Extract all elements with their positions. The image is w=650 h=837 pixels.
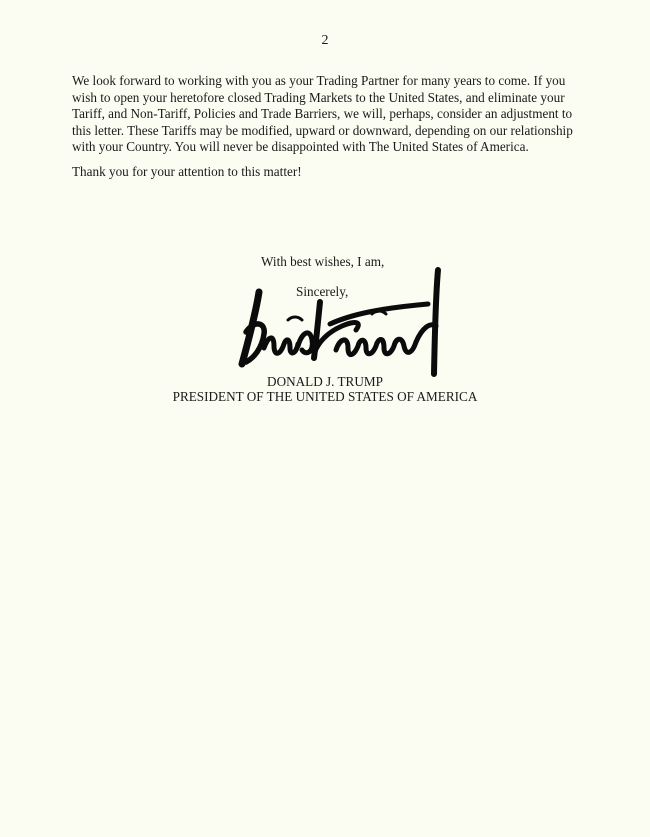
thanks-line: Thank you for your attention to this matter! [72,164,302,179]
body-paragraph [72,73,572,156]
closing-line: With best wishes, I am, [261,254,385,269]
body-line: this letter. These Tariffs may be modified, upward or downward, depending on our relationship [72,122,573,138]
body-line: wish to open your heretofore closed Trading Markets to the United States, and eliminate your [72,89,565,105]
page-number: 2 [321,33,329,48]
body-line: We look forward to working with you as your Trading Partner for many years to come. If you [72,73,566,88]
sincerely-line: Sincerely, [296,284,349,299]
signer-name: DONALD J. TRUMP [267,374,383,389]
signature [232,262,457,382]
signer-title: PRESIDENT OF THE UNITED STATES OF AMERICA [172,389,478,404]
body-line: with your Country. You will never be disappointed with The United States of America. [72,139,529,154]
body-line: Tariff, and Non-Tariff, Policies and Trade Barriers, we will, perhaps, consider an adjustment to [72,106,573,121]
